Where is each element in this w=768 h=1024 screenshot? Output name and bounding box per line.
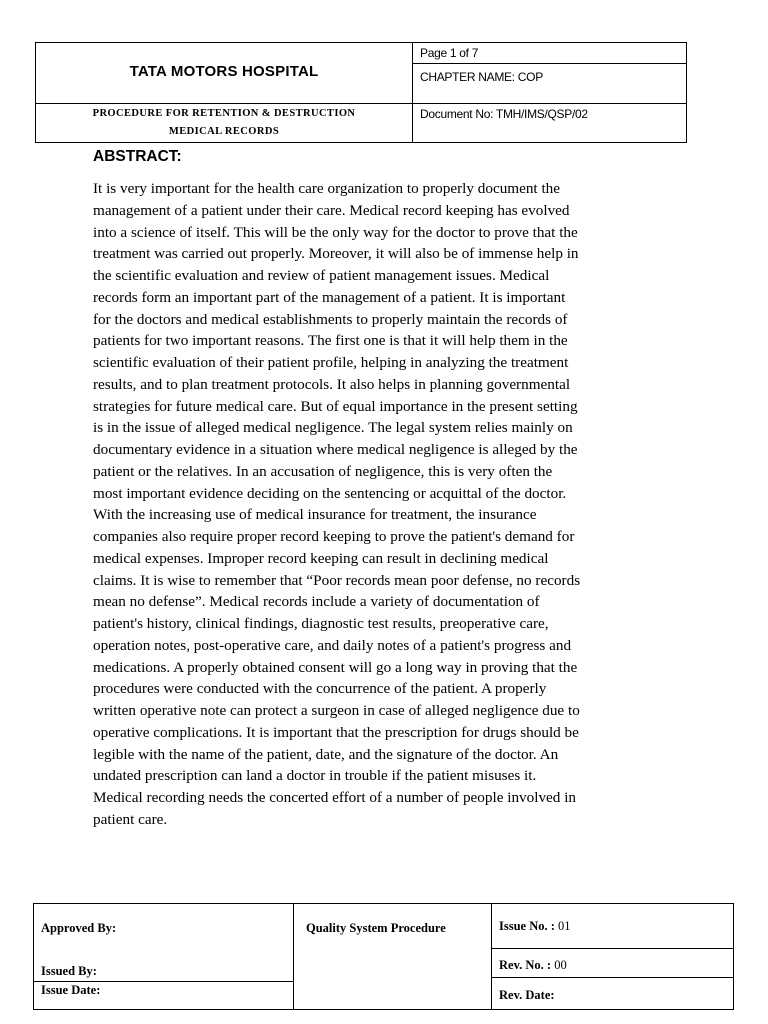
abstract-line: patient or the relatives. In an accusation of negligence, this is very often the: [93, 462, 553, 480]
abstract-line: most important evidence deciding on the sentencing or acquittal of the doctor.: [93, 484, 567, 502]
abstract-line: operative complications. It is important that the prescription for drugs should be: [93, 723, 579, 741]
header-divider-left: [36, 103, 412, 104]
abstract-body: [93, 178, 683, 831]
issued-by-label: Issued By:: [41, 964, 97, 978]
procedure-title-line1: PROCEDURE FOR RETENTION & DESTRUCTION: [92, 108, 356, 119]
quality-system-procedure: Quality System Procedure: [306, 921, 446, 935]
page-number: Page 1 of 7: [420, 46, 479, 60]
footer-divider-h1: [491, 948, 733, 949]
revision-number-value: 00: [554, 958, 567, 972]
abstract-line: operation notes, post-operative care, and daily notes of a patient's progress and: [93, 636, 572, 654]
issue-number: [499, 919, 571, 934]
footer-divider-1: [293, 904, 294, 1009]
abstract-line: Medical recording needs the concerted effort of a number of people involved in: [93, 789, 577, 806]
abstract-line: patients for two important reasons. The first one is that it will help them in the: [93, 332, 568, 350]
abstract-line: claims. It is wise to remember that “Poor records mean poor defense, no records: [93, 571, 581, 589]
issue-date-label: Issue Date:: [41, 983, 101, 997]
abstract-line: medications. A properly obtained consent will go a long way in proving that the: [93, 658, 578, 676]
abstract-line: written operative note can protect a surgeon in case of alleged negligence due to: [93, 702, 580, 719]
abstract-line: patient care.: [93, 810, 168, 828]
abstract-line: procedures were conducted with the concurrence of the patient. A properly: [93, 680, 547, 698]
abstract-line: treatment was carried out properly. Moreover, it will also be of immense help in: [93, 245, 579, 263]
abstract-line: the scientific evaluation and review of patient management issues. Medical: [93, 267, 550, 284]
hospital-name: TATA MOTORS HOSPITAL: [129, 63, 319, 80]
footer-table: [33, 903, 734, 1010]
footer-divider-h3: [34, 981, 293, 982]
approved-by-label: Approved By:: [41, 921, 117, 935]
abstract-line: is in the issue of alleged medical negligence. The legal system relies mainly on: [93, 419, 573, 437]
abstract-line: for the doctors and medical establishments to properly maintain the records of: [93, 310, 568, 328]
abstract-line: strategies for future medical care. But of equal importance in the present setting: [93, 397, 578, 415]
revision-number: [499, 958, 567, 973]
abstract-line: patient's history, clinical findings, diagnostic test results, preoperative care,: [93, 615, 549, 632]
revision-number-label: Rev. No. :: [499, 958, 555, 972]
issue-number-label: Issue No. :: [499, 919, 559, 933]
abstract-heading: ABSTRACT:: [93, 148, 182, 165]
footer-divider-2: [491, 904, 492, 1009]
abstract-line: mean no defense”. Medical records include a variety of documentation of: [93, 593, 540, 611]
procedure-title-line2: MEDICAL RECORDS: [168, 126, 280, 137]
abstract-line: It is very important for the health care organization to properly document the: [93, 180, 561, 197]
abstract-line: companies also require proper record keeping to prove the patient's demand for: [93, 528, 575, 545]
abstract-line: documentary evidence in a situation where medical negligence is alleged by the: [93, 441, 578, 458]
abstract-line: medical expenses. Improper record keeping can result in declining medical: [93, 549, 549, 567]
header-table: [35, 42, 687, 143]
abstract-line: scientific evaluation of their patient profile, helping in analyzing the treatment: [93, 354, 569, 371]
abstract-line: results, and to plan treatment protocols. It also helps in planning governmental: [93, 375, 571, 393]
abstract-line: undated prescription can land a doctor in trouble if the patient misuses it.: [93, 767, 537, 785]
abstract-line: legible with the name of the patient, date, and the signature of the doctor. An: [93, 745, 559, 763]
issue-number-value: 01: [558, 919, 571, 933]
footer-divider-h2: [491, 977, 733, 978]
abstract-line: management of a patient under their care. Medical record keeping has evolved: [93, 201, 570, 219]
header-divider-vertical: [412, 43, 413, 142]
document-number: Document No: TMH/IMS/QSP/02: [420, 107, 588, 121]
abstract-line: into a science of itself. This will be the only way for the doctor to prove that the: [93, 223, 578, 241]
header-divider-right: [412, 103, 686, 104]
abstract-line: With the increasing use of medical insurance for treatment, the insurance: [93, 506, 537, 524]
abstract-line: records form an important part of the management of a patient. It is important: [93, 288, 566, 306]
chapter-name: CHAPTER NAME: COP: [420, 70, 543, 84]
revision-date-label: Rev. Date:: [499, 988, 555, 1002]
header-divider-right-top: [412, 63, 686, 64]
procedure-title: [36, 105, 412, 141]
